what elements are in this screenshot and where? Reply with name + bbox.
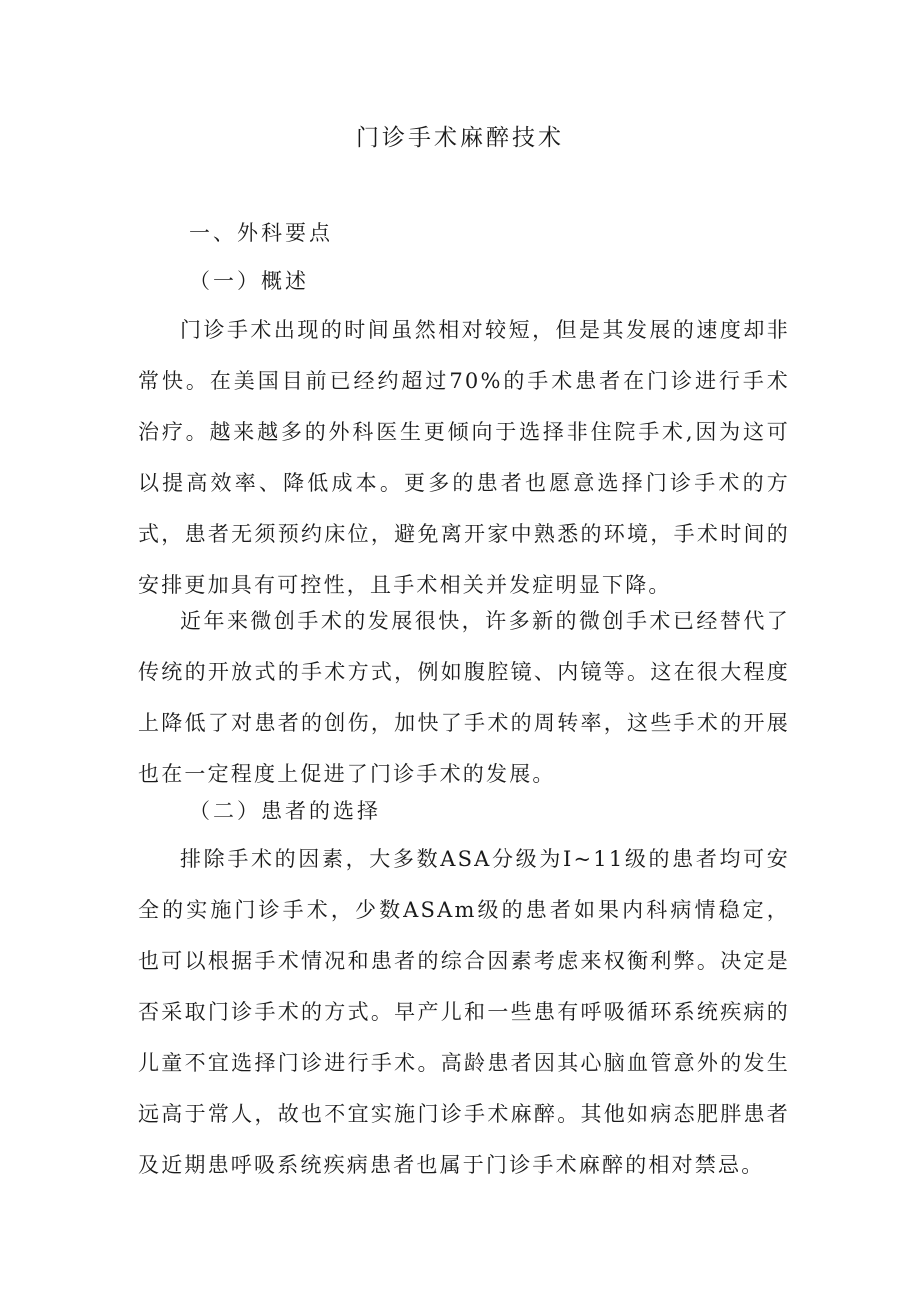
paragraph-patient-selection: 排除手术的因素，大多数ASA分级为I~11级的患者均可安全的实施门诊手术，少数ASAm级的患者如果内科病情稳定，也可以根据手术情况和患者的综合因素考虑来权衡利弊。决定是否采取门诊手术的方式。早产儿和一些患有呼吸循环系统疾病的儿童不宜选择门诊进行手术。高龄患者因其心脑血管意外的发生远高于常人，故也不宜实施门诊手术麻醉。其他如病态肥胖患者及近期患呼吸系统疾病患者也属于门诊手术麻醉的相对禁忌。 [138, 847, 790, 1177]
paragraph-overview-1: 门诊手术出现的时间虽然相对较短，但是其发展的速度却非常快。在美国目前已经约超过70%的手术患者在门诊进行手术治疗。越来越多的外科医生更倾向于选择非住院手术,因为这可以提高效率、降低成本。更多的患者也愿意选择门诊手术的方式，患者无须预约床位，避免离开家中熟悉的环境，手术时间的安排更加具有可控性，且手术相关并发症明显下降。 [138, 318, 790, 597]
subsection-heading-patient-selection: （二）患者的选择 [189, 799, 381, 823]
paragraph-overview-2: 近年来微创手术的发展很快，许多新的微创手术已经替代了传统的开放式的手术方式，例如腹腔镜、内镜等。这在很大程度上降低了对患者的创伤，加快了手术的周转率，这些手术的开展也在一定程度上促进了门诊手术的发展。 [138, 609, 790, 786]
document-title: 门诊手术麻醉技术 [356, 125, 564, 151]
section-heading-surgical-points: 一、外科要点 [189, 221, 333, 245]
subsection-heading-overview: （一）概述 [189, 269, 309, 293]
